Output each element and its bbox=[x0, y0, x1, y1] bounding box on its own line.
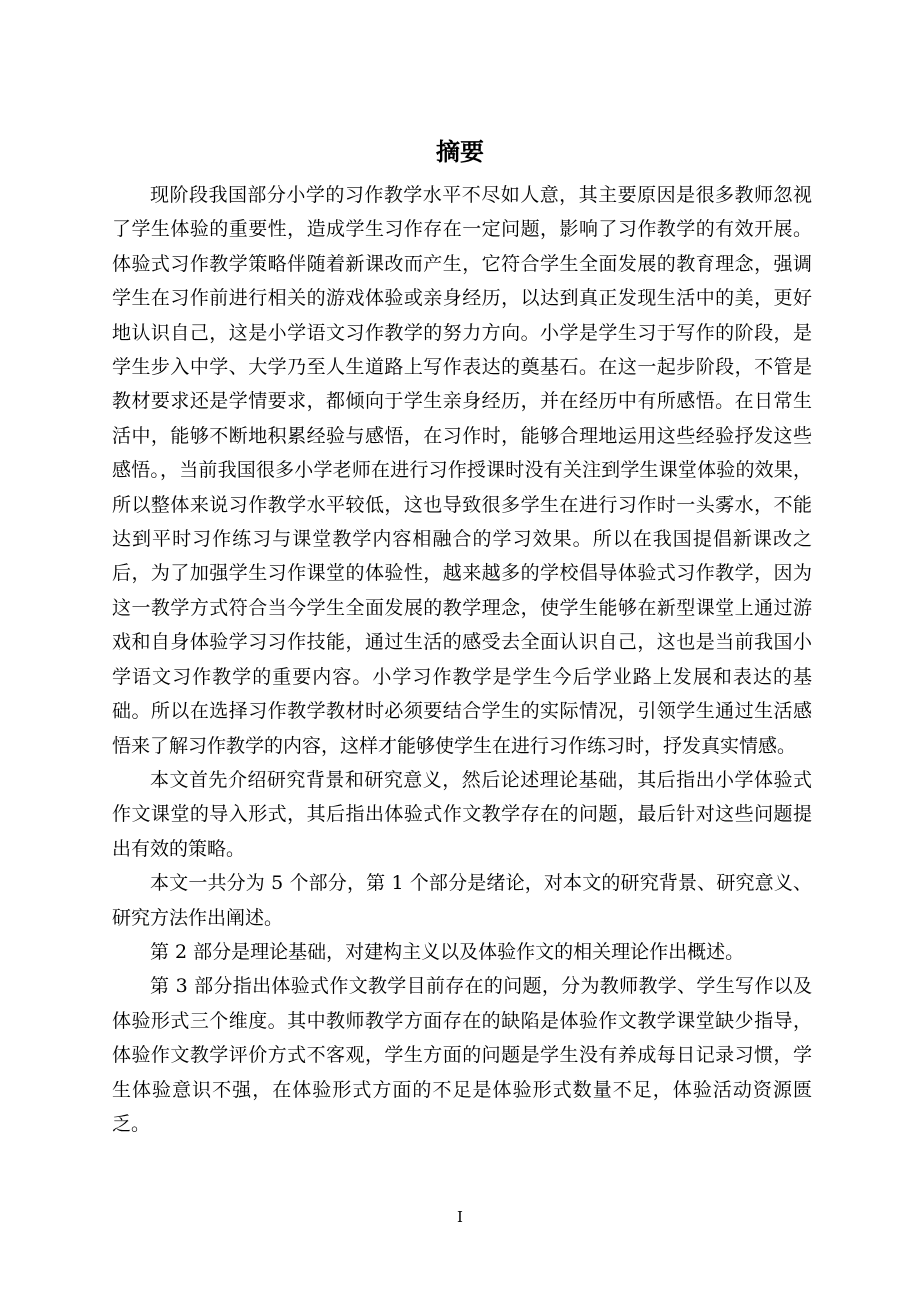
page-title: 摘要 bbox=[436, 138, 484, 166]
page-number: I bbox=[457, 1208, 463, 1226]
abstract-paragraph-2: 本文首先介绍研究背景和研究意义，然后论述理论基础，其后指出小学体验式作文课堂的导入形式，其后指出体验式作文教学存在的问题，最后针对这些问题提出有效的策略。 bbox=[112, 768, 812, 860]
abstract-paragraph-4: 第 2 部分是理论基础，对建构主义以及体验作文的相关理论作出概述。 bbox=[150, 940, 745, 963]
abstract-paragraph-3: 本文一共分为 5 个部分，第 1 个部分是绪论，对本文的研究背景、研究意义、研究方法作出阐述。 bbox=[112, 872, 812, 929]
abstract-body bbox=[112, 178, 812, 1141]
abstract-paragraph-5: 第 3 部分指出体验式作文教学目前存在的问题，分为教师教学、学生写作以及体验形式三个维度。其中教师教学方面存在的缺陷是体验作文教学课堂缺少指导，体验作文教学评价方式不客观，学生方面的问题是学生没有养成每日记录习惯，学生体验意识不强，在体验形式方面的不足是体验形式数量不足，体验活动资源匮乏。 bbox=[112, 975, 812, 1135]
abstract-paragraph-1: 现阶段我国部分小学的习作教学水平不尽如人意，其主要原因是很多教师忽视了学生体验的重要性，造成学生习作存在一定问题，影响了习作教学的有效开展。体验式习作教学策略伴随着新课改而产生，它符合学生全面发展的教育理念，强调学生在习作前进行相关的游戏体验或亲身经历，以达到真正发现生活中的美，更好地认识自己，这是小学语文习作教学的努力方向。小学是学生习于写作的阶段，是学生步入中学、大学乃至人生道路上写作表达的奠基石。在这一起步阶段，不管是教材要求还是学情要求，都倾向于学生亲身经历，并在经历中有所感悟。在日常生活中，能够不断地积累经验与感悟，在习作时，能够合理地运用这些经验抒发这些感悟。，当前我国很多小学老师在进行习作授课时没有关注到学生课堂体验的效果，所以整体来说习作教学水平较低，这也导致很多学生在进行习作时一头雾水，不能达到平时习作练习与课堂教学内容相融合的学习效果。所以在我国提倡新课改之后，为了加强学生习作课堂的体验性，越来越多的学校倡导体验式习作教学，因为这一教学方式符合当今学生全面发展的教学理念，使学生能够在新型课堂上通过游戏和自身体验学习习作技能，通过生活的感受去全面认识自己，这也是当前我国小学语文习作教学的重要内容。小学习作教学是学生今后学业路上发展和表达的基础。所以在选择习作教学教材时必须要结合学生的实际情况，引领学生通过生活感悟来了解习作教学的内容，这样才能够使学生在进行习作练习时，抒发真实情感。 bbox=[112, 184, 812, 757]
